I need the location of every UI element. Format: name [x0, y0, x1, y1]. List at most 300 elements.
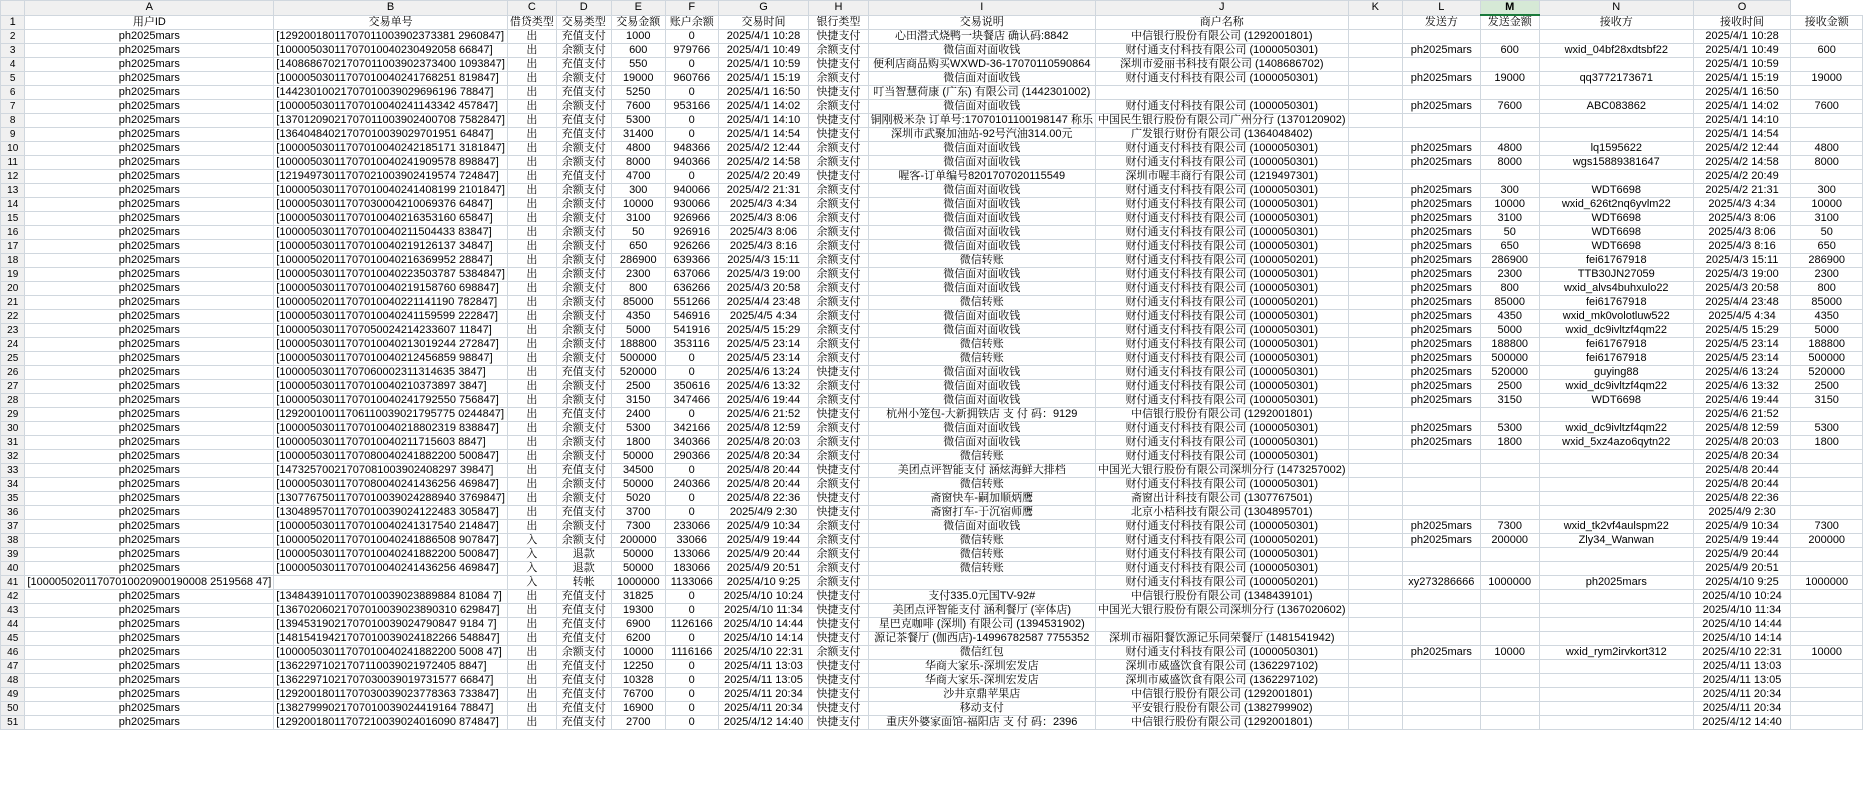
- cell-bank-type[interactable]: 余额支付: [809, 394, 868, 408]
- cell-send-amount[interactable]: [1480, 464, 1539, 478]
- cell-transaction-type[interactable]: 余额支付: [556, 646, 611, 660]
- cell-debit-credit[interactable]: 入: [507, 548, 556, 562]
- cell-time[interactable]: 2025/4/1 10:28: [718, 30, 809, 44]
- cell-description[interactable]: 喔客-订单编号8201707020115549: [868, 170, 1095, 184]
- cell-balance[interactable]: 930066: [665, 198, 718, 212]
- cell-amount[interactable]: 4800: [611, 142, 665, 156]
- cell-receive-time[interactable]: 2025/4/3 8:16: [1693, 240, 1791, 254]
- cell-send-amount[interactable]: 188800: [1480, 338, 1539, 352]
- cell-sender[interactable]: ph2025mars: [1403, 282, 1480, 296]
- cell-bank-type[interactable]: 余额支付: [809, 268, 868, 282]
- cell-blank[interactable]: [1348, 688, 1403, 702]
- row-header[interactable]: 28: [1, 394, 25, 408]
- column-header-F[interactable]: F: [665, 1, 718, 16]
- cell-user-id[interactable]: ph2025mars: [25, 30, 274, 44]
- cell-send-amount[interactable]: 4350: [1480, 310, 1539, 324]
- cell-balance[interactable]: 0: [665, 366, 718, 380]
- cell-receive-time[interactable]: 2025/4/6 21:52: [1693, 408, 1791, 422]
- cell-user-id[interactable]: ph2025mars: [25, 408, 274, 422]
- cell-description[interactable]: 微信转账: [868, 548, 1095, 562]
- cell-transaction-no[interactable]: [10000503011707010040241436256 469847]: [274, 562, 508, 576]
- cell-transaction-type[interactable]: 余额支付: [556, 296, 611, 310]
- cell-transaction-no[interactable]: [10000503011707010040216353160 65847]: [274, 212, 508, 226]
- table-row[interactable]: [1, 436, 1863, 450]
- cell-receive-time[interactable]: 2025/4/10 14:44: [1693, 618, 1791, 632]
- cell-debit-credit[interactable]: 出: [507, 478, 556, 492]
- cell-receive-time[interactable]: 2025/4/3 19:00: [1693, 268, 1791, 282]
- cell-blank[interactable]: [1348, 296, 1403, 310]
- row-header[interactable]: 34: [1, 478, 25, 492]
- cell-balance[interactable]: 948366: [665, 142, 718, 156]
- table-row[interactable]: [1, 226, 1863, 240]
- cell-transaction-no[interactable]: [10000503011707010040241909578 898847]: [274, 156, 508, 170]
- cell-blank[interactable]: [1348, 240, 1403, 254]
- cell-receive-amount[interactable]: [1791, 478, 1863, 492]
- cell-balance[interactable]: 133066: [665, 548, 718, 562]
- table-row[interactable]: [1, 478, 1863, 492]
- cell-send-amount[interactable]: [1480, 450, 1539, 464]
- table-row[interactable]: [1, 128, 1863, 142]
- row-header[interactable]: 1: [1, 15, 25, 30]
- cell-transaction-no[interactable]: [10000503011707080040241436256 469847]: [274, 478, 508, 492]
- cell-debit-credit[interactable]: 出: [507, 520, 556, 534]
- row-header[interactable]: 32: [1, 450, 25, 464]
- cell-receive-time[interactable]: 2025/4/11 13:03: [1693, 660, 1791, 674]
- cell-description[interactable]: 叮当智慧荷康 (广东) 有限公司 (1442301002): [868, 86, 1095, 100]
- cell-transaction-type[interactable]: 充值支付: [556, 618, 611, 632]
- cell-description[interactable]: 微信面对面收钱: [868, 100, 1095, 114]
- cell-debit-credit[interactable]: 出: [507, 240, 556, 254]
- cell-sender[interactable]: ph2025mars: [1403, 254, 1480, 268]
- cell-send-amount[interactable]: 4800: [1480, 142, 1539, 156]
- cell-blank[interactable]: [1348, 716, 1403, 730]
- cell-send-amount[interactable]: 7300: [1480, 520, 1539, 534]
- cell-blank[interactable]: [1348, 142, 1403, 156]
- cell-description[interactable]: 微信红包: [868, 646, 1095, 660]
- cell-amount[interactable]: 5300: [611, 114, 665, 128]
- cell-balance[interactable]: 33066: [665, 534, 718, 548]
- cell-receiver[interactable]: WDT6698: [1539, 226, 1693, 240]
- cell-receiver[interactable]: [1539, 548, 1693, 562]
- row-header[interactable]: 10: [1, 142, 25, 156]
- cell-transaction-type[interactable]: 充值支付: [556, 660, 611, 674]
- cell-send-amount[interactable]: 19000: [1480, 72, 1539, 86]
- cell-transaction-type[interactable]: 退款: [556, 562, 611, 576]
- cell-debit-credit[interactable]: 出: [507, 226, 556, 240]
- table-row[interactable]: [1, 660, 1863, 674]
- cell-balance[interactable]: 0: [665, 408, 718, 422]
- cell-amount[interactable]: 2500: [611, 380, 665, 394]
- cell-bank-type[interactable]: 快捷支付: [809, 86, 868, 100]
- cell-send-amount[interactable]: 2500: [1480, 380, 1539, 394]
- cell-time[interactable]: 2025/4/9 20:44: [718, 548, 809, 562]
- cell-receiver[interactable]: [1539, 86, 1693, 100]
- cell-blank[interactable]: [1348, 58, 1403, 72]
- cell-time[interactable]: 2025/4/9 20:51: [718, 562, 809, 576]
- cell-merchant[interactable]: 财付通支付科技有限公司 (1000050301): [1095, 520, 1348, 534]
- cell-receive-amount[interactable]: 8000: [1791, 156, 1863, 170]
- cell-user-id[interactable]: ph2025mars: [25, 226, 274, 240]
- cell-balance[interactable]: 0: [665, 114, 718, 128]
- cell-transaction-no[interactable]: [274, 576, 508, 590]
- cell-debit-credit[interactable]: 出: [507, 44, 556, 58]
- cell-debit-credit[interactable]: 出: [507, 114, 556, 128]
- cell-sender[interactable]: ph2025mars: [1403, 324, 1480, 338]
- cell-transaction-type[interactable]: 余额支付: [556, 520, 611, 534]
- cell-description[interactable]: 源记茶餐厅 (伽西店)-14996782587 7755352: [868, 632, 1095, 646]
- cell-receiver[interactable]: [1539, 408, 1693, 422]
- cell-time[interactable]: 2025/4/11 13:05: [718, 674, 809, 688]
- cell-balance[interactable]: 639366: [665, 254, 718, 268]
- cell-receive-time[interactable]: 2025/4/3 8:06: [1693, 212, 1791, 226]
- table-row[interactable]: [1, 156, 1863, 170]
- cell-user-id[interactable]: ph2025mars: [25, 534, 274, 548]
- cell-receive-amount[interactable]: 7300: [1791, 520, 1863, 534]
- cell-send-amount[interactable]: [1480, 632, 1539, 646]
- cell-send-amount[interactable]: 3150: [1480, 394, 1539, 408]
- cell-bank-type[interactable]: 快捷支付: [809, 170, 868, 184]
- cell-merchant[interactable]: 财付通支付科技有限公司 (1000050301): [1095, 268, 1348, 282]
- cell-amount[interactable]: 4350: [611, 310, 665, 324]
- row-header[interactable]: 38: [1, 534, 25, 548]
- cell-user-id[interactable]: ph2025mars: [25, 324, 274, 338]
- cell-time[interactable]: 2025/4/1 14:02: [718, 100, 809, 114]
- cell-sender[interactable]: [1403, 86, 1480, 100]
- cell-balance[interactable]: 0: [665, 464, 718, 478]
- cell-debit-credit[interactable]: 出: [507, 618, 556, 632]
- cell-receive-amount[interactable]: 7600: [1791, 100, 1863, 114]
- cell-debit-credit[interactable]: 出: [507, 198, 556, 212]
- cell-transaction-type[interactable]: 充值支付: [556, 590, 611, 604]
- cell-receiver[interactable]: [1539, 632, 1693, 646]
- table-header-row[interactable]: [1, 15, 1863, 30]
- row-header[interactable]: 9: [1, 128, 25, 142]
- cell-debit-credit[interactable]: 出: [507, 72, 556, 86]
- cell-receive-amount[interactable]: [1791, 492, 1863, 506]
- cell-balance[interactable]: 347466: [665, 394, 718, 408]
- cell-blank[interactable]: [1348, 492, 1403, 506]
- table-row[interactable]: [1, 268, 1863, 282]
- cell-send-amount[interactable]: 50: [1480, 226, 1539, 240]
- cell-receive-time[interactable]: 2025/4/8 20:34: [1693, 450, 1791, 464]
- cell-bank-type[interactable]: 余额支付: [809, 548, 868, 562]
- cell-transaction-no[interactable]: [10000502011707010040221141190 782847]: [274, 296, 508, 310]
- cell-merchant[interactable]: 财付通支付科技有限公司 (1000050301): [1095, 310, 1348, 324]
- cell-blank[interactable]: [1348, 170, 1403, 184]
- cell-receive-amount[interactable]: 286900: [1791, 254, 1863, 268]
- cell-send-amount[interactable]: [1480, 408, 1539, 422]
- cell-send-amount[interactable]: [1480, 688, 1539, 702]
- cell-send-amount[interactable]: [1480, 58, 1539, 72]
- cell-receive-time[interactable]: 2025/4/9 20:51: [1693, 562, 1791, 576]
- cell-receive-time[interactable]: 2025/4/3 8:06: [1693, 226, 1791, 240]
- cell-time[interactable]: 2025/4/1 14:54: [718, 128, 809, 142]
- cell-description[interactable]: 微信转账: [868, 450, 1095, 464]
- cell-balance[interactable]: 940366: [665, 156, 718, 170]
- cell-description[interactable]: 微信面对面收钱: [868, 156, 1095, 170]
- cell-merchant[interactable]: 财付通支付科技有限公司 (1000050301): [1095, 352, 1348, 366]
- cell-bank-type[interactable]: 快捷支付: [809, 716, 868, 730]
- row-header[interactable]: 4: [1, 58, 25, 72]
- cell-send-amount[interactable]: [1480, 604, 1539, 618]
- cell-time[interactable]: 2025/4/11 13:03: [718, 660, 809, 674]
- cell-merchant[interactable]: 中信银行股份有限公司 (1348439101): [1095, 590, 1348, 604]
- cell-bank-type[interactable]: 余额支付: [809, 380, 868, 394]
- cell-bank-type[interactable]: 余额支付: [809, 212, 868, 226]
- cell-send-amount[interactable]: [1480, 562, 1539, 576]
- cell-debit-credit[interactable]: 出: [507, 394, 556, 408]
- table-row[interactable]: [1, 114, 1863, 128]
- cell-receive-time[interactable]: 2025/4/10 9:25: [1693, 576, 1791, 590]
- cell-sender[interactable]: [1403, 464, 1480, 478]
- table-row[interactable]: [1, 282, 1863, 296]
- cell-receiver[interactable]: ABC083862: [1539, 100, 1693, 114]
- cell-debit-credit[interactable]: 出: [507, 282, 556, 296]
- cell-receiver[interactable]: [1539, 506, 1693, 520]
- cell-sender[interactable]: [1403, 618, 1480, 632]
- cell-bank-type[interactable]: 快捷支付: [809, 590, 868, 604]
- cell-balance[interactable]: 926916: [665, 226, 718, 240]
- table-row[interactable]: [1, 86, 1863, 100]
- cell-user-id[interactable]: ph2025mars: [25, 618, 274, 632]
- cell-description[interactable]: 微信转账: [868, 352, 1095, 366]
- row-header[interactable]: 33: [1, 464, 25, 478]
- cell-sender[interactable]: [1403, 506, 1480, 520]
- cell-receiver[interactable]: TTB30JN27059: [1539, 268, 1693, 282]
- cell-merchant[interactable]: 中信银行股份有限公司 (1292001801): [1095, 408, 1348, 422]
- cell-user-id[interactable]: ph2025mars: [25, 310, 274, 324]
- cell-amount[interactable]: 650: [611, 240, 665, 254]
- row-header[interactable]: 36: [1, 506, 25, 520]
- cell-amount[interactable]: 1000: [611, 30, 665, 44]
- table-row[interactable]: [1, 296, 1863, 310]
- table-row[interactable]: [1, 324, 1863, 338]
- table-row[interactable]: [1, 254, 1863, 268]
- cell-amount[interactable]: 600: [611, 44, 665, 58]
- cell-merchant[interactable]: 中信银行股份有限公司 (1292001801): [1095, 716, 1348, 730]
- cell-transaction-type[interactable]: 余额支付: [556, 394, 611, 408]
- cell-receiver[interactable]: wxid_dc9ivltzf4qm22: [1539, 380, 1693, 394]
- cell-amount[interactable]: 7300: [611, 520, 665, 534]
- cell-receiver[interactable]: [1539, 688, 1693, 702]
- table-row[interactable]: [1, 702, 1863, 716]
- cell-blank[interactable]: [1348, 436, 1403, 450]
- cell-merchant[interactable]: 财付通支付科技有限公司 (1000050301): [1095, 212, 1348, 226]
- cell-sender[interactable]: ph2025mars: [1403, 310, 1480, 324]
- cell-user-id[interactable]: ph2025mars: [25, 212, 274, 226]
- cell-amount[interactable]: 34500: [611, 464, 665, 478]
- cell-description[interactable]: 深圳市武聚加油站-92号汽油314.00元: [868, 128, 1095, 142]
- cell-bank-type[interactable]: 余额支付: [809, 156, 868, 170]
- cell-amount[interactable]: 50000: [611, 548, 665, 562]
- cell-receive-time[interactable]: 2025/4/9 19:44: [1693, 534, 1791, 548]
- cell-debit-credit[interactable]: 出: [507, 646, 556, 660]
- cell-balance[interactable]: 0: [665, 716, 718, 730]
- cell-description[interactable]: 微信转账: [868, 478, 1095, 492]
- cell-blank[interactable]: [1348, 352, 1403, 366]
- cell-user-id[interactable]: ph2025mars: [25, 114, 274, 128]
- cell-receiver[interactable]: wxid_626t2nq6yvlm22: [1539, 198, 1693, 212]
- cell-transaction-type[interactable]: 充值支付: [556, 170, 611, 184]
- cell-balance[interactable]: 0: [665, 688, 718, 702]
- row-header[interactable]: 27: [1, 380, 25, 394]
- row-header[interactable]: 5: [1, 72, 25, 86]
- cell-blank[interactable]: [1348, 184, 1403, 198]
- row-header[interactable]: 24: [1, 338, 25, 352]
- cell-debit-credit[interactable]: 出: [507, 100, 556, 114]
- cell-time[interactable]: 2025/4/5 15:29: [718, 324, 809, 338]
- cell-debit-credit[interactable]: 出: [507, 366, 556, 380]
- cell-bank-type[interactable]: 余额支付: [809, 296, 868, 310]
- cell-blank[interactable]: [1348, 380, 1403, 394]
- cell-time[interactable]: 2025/4/6 13:24: [718, 366, 809, 380]
- row-header[interactable]: 46: [1, 646, 25, 660]
- cell-receive-amount[interactable]: [1791, 58, 1863, 72]
- cell-time[interactable]: 2025/4/3 4:34: [718, 198, 809, 212]
- row-header[interactable]: 35: [1, 492, 25, 506]
- cell-merchant[interactable]: 中信银行股份有限公司 (1292001801): [1095, 688, 1348, 702]
- cell-bank-type[interactable]: 余额支付: [809, 324, 868, 338]
- cell-merchant[interactable]: 深圳市爱丽书科技有限公司 (1408686702): [1095, 58, 1348, 72]
- cell-transaction-no[interactable]: [10000503011707010040211504433 83847]: [274, 226, 508, 240]
- cell-transaction-type[interactable]: 余额支付: [556, 254, 611, 268]
- cell-transaction-type[interactable]: 余额支付: [556, 198, 611, 212]
- cell-send-amount[interactable]: [1480, 506, 1539, 520]
- cell-user-id[interactable]: ph2025mars: [25, 604, 274, 618]
- cell-merchant[interactable]: 财付通支付科技有限公司 (1000050301): [1095, 548, 1348, 562]
- table-row[interactable]: [1, 492, 1863, 506]
- cell-transaction-no[interactable]: [14086867021707011003902373400 1093847]: [274, 58, 508, 72]
- cell-receive-time[interactable]: 2025/4/11 20:34: [1693, 688, 1791, 702]
- cell-sender[interactable]: [1403, 128, 1480, 142]
- cell-description[interactable]: 美团点评智能支付 涵利餐厅 (宰体店): [868, 604, 1095, 618]
- cell-receiver[interactable]: [1539, 590, 1693, 604]
- cell-receiver[interactable]: guying88: [1539, 366, 1693, 380]
- table-row[interactable]: [1, 716, 1863, 730]
- cell-merchant[interactable]: 深圳市喔丰商行有限公司 (1219497301): [1095, 170, 1348, 184]
- cell-merchant[interactable]: 财付通支付科技有限公司 (1000050201): [1095, 254, 1348, 268]
- cell-transaction-no[interactable]: [10000503011707010040218802319 838847]: [274, 422, 508, 436]
- cell-merchant[interactable]: 财付通支付科技有限公司 (1000050301): [1095, 394, 1348, 408]
- table-row[interactable]: [1, 548, 1863, 562]
- row-header[interactable]: 8: [1, 114, 25, 128]
- cell-debit-credit[interactable]: 出: [507, 170, 556, 184]
- cell-receive-amount[interactable]: 3150: [1791, 394, 1863, 408]
- cell-sender[interactable]: [1403, 590, 1480, 604]
- cell-receive-amount[interactable]: [1791, 30, 1863, 44]
- cell-time[interactable]: 2025/4/2 14:58: [718, 156, 809, 170]
- cell-description[interactable]: 华商大家乐-深圳宏发店: [868, 674, 1095, 688]
- cell-blank[interactable]: [1348, 198, 1403, 212]
- cell-bank-type[interactable]: 余额支付: [809, 436, 868, 450]
- cell-amount[interactable]: 3700: [611, 506, 665, 520]
- cell-debit-credit[interactable]: 出: [507, 310, 556, 324]
- table-row[interactable]: [1, 44, 1863, 58]
- cell-debit-credit[interactable]: 出: [507, 660, 556, 674]
- cell-transaction-no[interactable]: [10000503011707060002311314635 3847]: [274, 366, 508, 380]
- cell-blank[interactable]: [1348, 520, 1403, 534]
- cell-description[interactable]: 美团点评智能支付 涵炫海鲜大排档: [868, 464, 1095, 478]
- table-row[interactable]: [1, 422, 1863, 436]
- cell-amount[interactable]: 10000: [611, 198, 665, 212]
- cell-blank[interactable]: [1348, 590, 1403, 604]
- cell-send-amount[interactable]: 500000: [1480, 352, 1539, 366]
- cell-user-id[interactable]: ph2025mars: [25, 184, 274, 198]
- cell-amount[interactable]: 85000: [611, 296, 665, 310]
- cell-amount[interactable]: 2300: [611, 268, 665, 282]
- cell-time[interactable]: 2025/4/9 19:44: [718, 534, 809, 548]
- cell-receive-amount[interactable]: [1791, 632, 1863, 646]
- cell-sender[interactable]: [1403, 114, 1480, 128]
- cell-receive-amount[interactable]: [1791, 688, 1863, 702]
- cell-time[interactable]: 2025/4/10 11:34: [718, 604, 809, 618]
- cell-amount[interactable]: 800: [611, 282, 665, 296]
- cell-balance[interactable]: 340366: [665, 436, 718, 450]
- cell-time[interactable]: 2025/4/12 14:40: [718, 716, 809, 730]
- cell-time[interactable]: 2025/4/6 13:32: [718, 380, 809, 394]
- cell-time[interactable]: 2025/4/3 8:06: [718, 226, 809, 240]
- cell-receiver[interactable]: [1539, 58, 1693, 72]
- cell-transaction-type[interactable]: 余额支付: [556, 352, 611, 366]
- cell-transaction-type[interactable]: 充值支付: [556, 604, 611, 618]
- cell-time[interactable]: 2025/4/11 20:34: [718, 702, 809, 716]
- cell-amount[interactable]: 550: [611, 58, 665, 72]
- cell-bank-type[interactable]: 快捷支付: [809, 492, 868, 506]
- cell-receiver[interactable]: fei61767918: [1539, 296, 1693, 310]
- cell-balance[interactable]: 940066: [665, 184, 718, 198]
- cell-user-id[interactable]: ph2025mars: [25, 380, 274, 394]
- cell-transaction-no[interactable]: [12920018011707030039023778363 733847]: [274, 688, 508, 702]
- table-row[interactable]: [1, 408, 1863, 422]
- cell-receive-time[interactable]: 2025/4/6 19:44: [1693, 394, 1791, 408]
- cell-sender[interactable]: ph2025mars: [1403, 646, 1480, 660]
- cell-send-amount[interactable]: 1800: [1480, 436, 1539, 450]
- cell-debit-credit[interactable]: 出: [507, 408, 556, 422]
- cell-time[interactable]: 2025/4/10 22:31: [718, 646, 809, 660]
- cell-description[interactable]: 华商大家乐-深圳宏发店: [868, 660, 1095, 674]
- cell-user-id[interactable]: ph2025mars: [25, 632, 274, 646]
- row-header[interactable]: 25: [1, 352, 25, 366]
- cell-transaction-no[interactable]: [13640484021707010039029701951 64847]: [274, 128, 508, 142]
- cell-user-id[interactable]: ph2025mars: [25, 520, 274, 534]
- cell-bank-type[interactable]: 余额支付: [809, 226, 868, 240]
- table-row[interactable]: [1, 198, 1863, 212]
- cell-blank[interactable]: [1348, 100, 1403, 114]
- cell-sender[interactable]: ph2025mars: [1403, 394, 1480, 408]
- cell-receive-time[interactable]: 2025/4/1 14:02: [1693, 100, 1791, 114]
- cell-send-amount[interactable]: 300: [1480, 184, 1539, 198]
- cell-balance[interactable]: 0: [665, 632, 718, 646]
- cell-amount[interactable]: 300: [611, 184, 665, 198]
- row-header[interactable]: 40: [1, 562, 25, 576]
- cell-receive-amount[interactable]: 5000: [1791, 324, 1863, 338]
- cell-amount[interactable]: 50000: [611, 478, 665, 492]
- cell-receive-amount[interactable]: [1791, 590, 1863, 604]
- cell-receive-time[interactable]: 2025/4/5 4:34: [1693, 310, 1791, 324]
- cell-debit-credit[interactable]: 入: [507, 576, 556, 590]
- cell-debit-credit[interactable]: 出: [507, 268, 556, 282]
- column-header-J[interactable]: J: [1095, 1, 1348, 16]
- cell-balance[interactable]: 1116166: [665, 646, 718, 660]
- cell-receive-amount[interactable]: [1791, 660, 1863, 674]
- cell-merchant[interactable]: 深圳市福阳餐饮源记乐同荣餐厅 (1481541942): [1095, 632, 1348, 646]
- cell-balance[interactable]: 0: [665, 492, 718, 506]
- cell-receiver[interactable]: wgs15889381647: [1539, 156, 1693, 170]
- cell-receiver[interactable]: fei61767918: [1539, 338, 1693, 352]
- cell-description[interactable]: 微信面对面收钱: [868, 282, 1095, 296]
- cell-receiver[interactable]: wxid_dc9ivltzf4qm22: [1539, 422, 1693, 436]
- cell-user-id[interactable]: ph2025mars: [25, 562, 274, 576]
